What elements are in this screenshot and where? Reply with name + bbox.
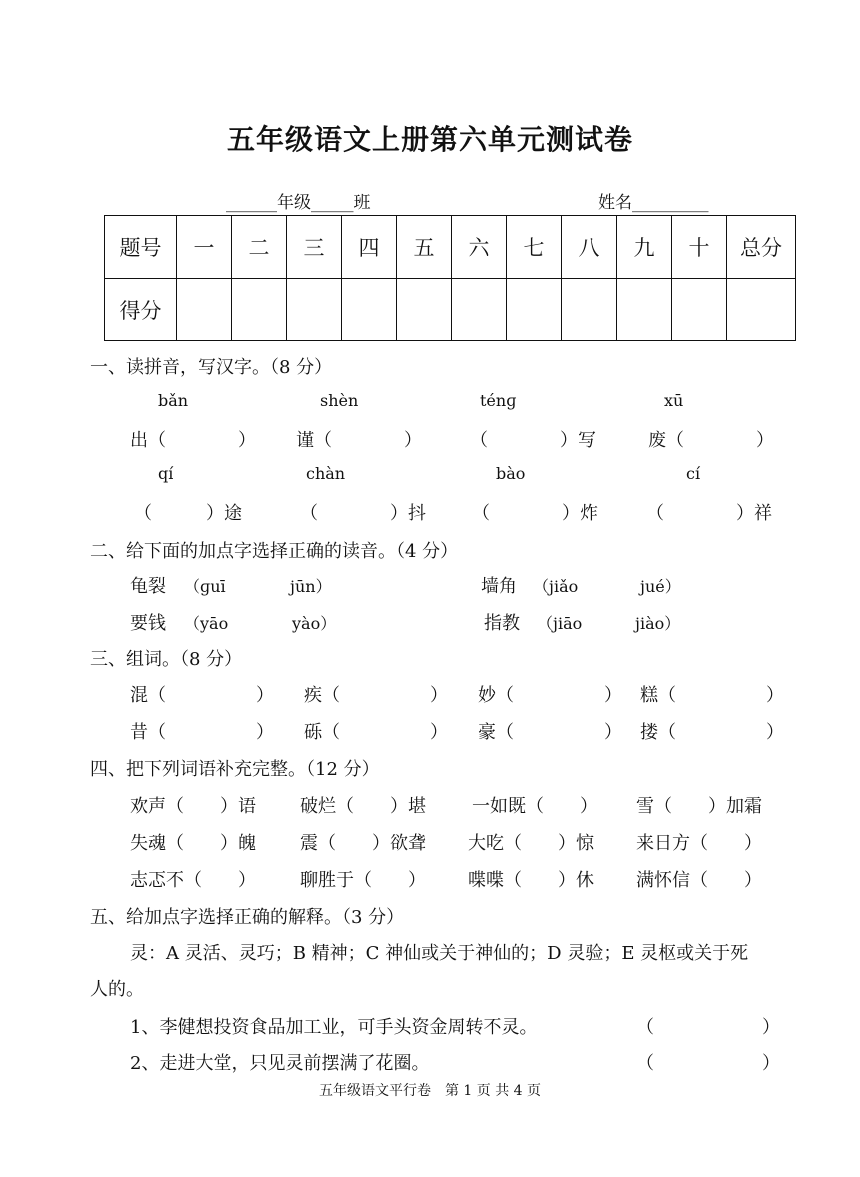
answer-blank[interactable]: 疾（ ）: [304, 685, 448, 706]
score-header-cell: 六: [452, 216, 507, 279]
score-header-cell: 三: [287, 216, 342, 279]
q3-heading: 三、组词。（8 分）: [90, 649, 243, 670]
pinyin: xū: [664, 391, 684, 410]
answer-blank[interactable]: 聊胜于（ ）: [300, 870, 426, 891]
score-header-cell: 题号: [105, 216, 177, 279]
score-cell[interactable]: [507, 279, 562, 341]
score-cell[interactable]: [177, 279, 232, 341]
answer-blank[interactable]: 搂（ ）: [640, 722, 784, 743]
answer-blank[interactable]: 来日方（ ）: [636, 833, 762, 854]
grade-class-line: [226, 188, 371, 213]
answer-blank[interactable]: 混（ ）: [130, 685, 274, 706]
answer-blank[interactable]: 出（ ）: [130, 430, 256, 451]
score-header-cell: 四: [342, 216, 397, 279]
q2-word: 指教: [484, 613, 520, 634]
answer-blank[interactable]: 大吃（ ）惊: [468, 833, 594, 854]
grade-blank[interactable]: ______: [226, 193, 277, 213]
answer-blank[interactable]: 废（ ）: [648, 430, 774, 451]
score-header-cell: 十: [672, 216, 727, 279]
answer-blank[interactable]: 欢声（ ）语: [130, 796, 256, 817]
answer-blank[interactable]: 雪（ ）加霜: [636, 796, 762, 817]
q2-option[interactable]: （ɡuī: [184, 577, 226, 596]
score-header-cell: 总分: [727, 216, 796, 279]
answer-blank[interactable]: 破烂（ ）堪: [300, 796, 426, 817]
pinyin: shèn: [320, 391, 359, 410]
score-header-cell: 九: [617, 216, 672, 279]
pinyin: ténɡ: [480, 391, 517, 410]
name-blank[interactable]: _________: [632, 193, 709, 213]
q2-word: 要钱: [130, 613, 166, 634]
answer-blank[interactable]: （ ）写: [470, 430, 596, 451]
score-cell[interactable]: [727, 279, 796, 341]
class-blank[interactable]: _____: [311, 193, 354, 213]
score-table: [104, 215, 796, 341]
answer-blank[interactable]: 一如既（ ）: [472, 796, 598, 817]
q2-option[interactable]: jué）: [640, 577, 681, 596]
answer-blank[interactable]: （ ）: [636, 1053, 780, 1074]
q2-option[interactable]: jiào）: [635, 614, 681, 633]
grade-label: 年级: [277, 193, 311, 213]
answer-blank[interactable]: 豪（ ）: [478, 722, 622, 743]
score-table-header-row: [105, 216, 796, 279]
q5-item-text: 2、走进大堂，只见灵前摆满了花圈。: [130, 1053, 430, 1074]
pinyin: chàn: [306, 464, 346, 483]
class-label: 班: [353, 193, 371, 213]
name-label: 姓名: [598, 193, 632, 213]
answer-blank[interactable]: （ ）: [636, 1017, 780, 1038]
score-cell[interactable]: [672, 279, 727, 341]
score-header-cell: 八: [562, 216, 617, 279]
page-footer: 五年级语文平行卷 第 1 页 共 4 页: [318, 1083, 542, 1099]
answer-blank[interactable]: 妙（ ）: [478, 685, 622, 706]
answer-blank[interactable]: 糕（ ）: [640, 685, 784, 706]
score-cell[interactable]: [562, 279, 617, 341]
score-cell[interactable]: [452, 279, 507, 341]
q5-heading: 五、给加点字选择正确的解释。（3 分）: [90, 907, 405, 928]
q2-word: 龟裂: [130, 576, 166, 597]
q2-option[interactable]: （yāo: [184, 614, 229, 633]
q5-definition-cont: 人的。: [90, 979, 144, 1000]
score-table-score-row: [105, 279, 796, 341]
answer-blank[interactable]: 失魂（ ）魄: [130, 833, 256, 854]
answer-blank[interactable]: 志忑不（ ）: [130, 870, 256, 891]
answer-blank[interactable]: （ ）途: [134, 503, 242, 524]
answer-blank[interactable]: 谨（ ）: [296, 430, 422, 451]
score-row-label: 得分: [105, 279, 177, 341]
pinyin: bào: [496, 464, 526, 483]
q1-heading: 一、读拼音，写汉字。（8 分）: [90, 357, 333, 378]
score-header-cell: 一: [177, 216, 232, 279]
q2-option[interactable]: jūn）: [290, 577, 332, 596]
q2-option[interactable]: （jiǎo: [533, 577, 579, 596]
answer-blank[interactable]: 满怀信（ ）: [636, 870, 762, 891]
pinyin: qí: [158, 464, 174, 483]
q2-option[interactable]: （jiāo: [537, 614, 583, 633]
answer-blank[interactable]: 砾（ ）: [304, 722, 448, 743]
answer-blank[interactable]: 昔（ ）: [130, 722, 274, 743]
answer-blank[interactable]: 喋喋（ ）休: [468, 870, 594, 891]
answer-blank[interactable]: （ ）祥: [646, 503, 772, 524]
score-cell[interactable]: [232, 279, 287, 341]
name-line: [598, 188, 709, 213]
q5-item-text: 1、李健想投资食品加工业，可手头资金周转不灵。: [130, 1017, 538, 1038]
q2-heading: 二、给下面的加点字选择正确的读音。（4 分）: [90, 541, 459, 562]
q4-heading: 四、把下列词语补充完整。（12 分）: [90, 759, 380, 780]
score-header-cell: 七: [507, 216, 562, 279]
score-cell[interactable]: [287, 279, 342, 341]
pinyin: cí: [686, 464, 701, 483]
score-cell[interactable]: [342, 279, 397, 341]
score-header-cell: 二: [232, 216, 287, 279]
answer-blank[interactable]: （ ）抖: [300, 503, 426, 524]
answer-blank[interactable]: （ ）炸: [472, 503, 598, 524]
score-cell[interactable]: [617, 279, 672, 341]
score-header-cell: 五: [397, 216, 452, 279]
pinyin: bǎn: [158, 391, 189, 410]
answer-blank[interactable]: 震（ ）欲聋: [300, 833, 426, 854]
page-title: 五年级语文上册第六单元测试卷: [226, 123, 633, 156]
q2-word: 墙角: [481, 576, 517, 597]
q2-option[interactable]: yào）: [292, 614, 337, 633]
q5-definition: 灵：A 灵活、灵巧；B 精神；C 神仙或关于神仙的；D 灵验；E 灵枢或关于死: [130, 943, 749, 964]
score-cell[interactable]: [397, 279, 452, 341]
